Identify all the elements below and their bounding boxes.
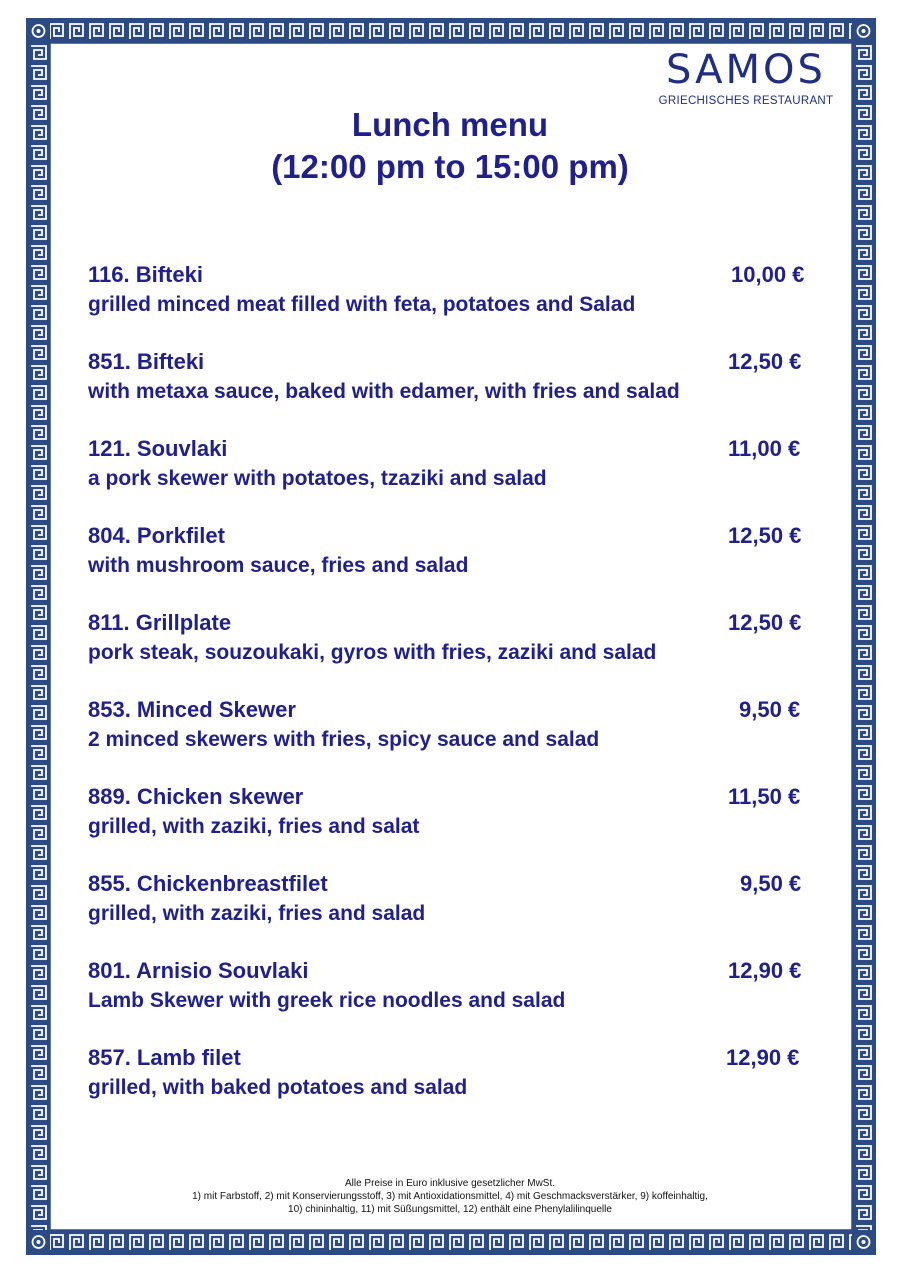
menu-item-name: 801. Arnisio Souvlaki	[88, 958, 309, 983]
menu-item	[88, 522, 818, 580]
menu-item-price: 9,50 €	[739, 697, 801, 722]
menu-item-description: grilled, with zaziki, fries and salat	[88, 815, 420, 838]
footnote-line: 10) chininhaltig, 11) mit Süßungsmittel, 12) enthält eine Phenylalilinquelle	[288, 1204, 612, 1215]
menu-item-name: 853. Minced Skewer	[88, 697, 296, 722]
menu-item-price: 10,00 €	[731, 262, 805, 287]
menu-item-price: 12,50 €	[728, 523, 802, 548]
menu-item-description: with mushroom sauce, fries and salad	[88, 554, 469, 577]
menu-item-price: 11,00 €	[728, 436, 801, 461]
menu-item-price: 12,90 €	[726, 1045, 800, 1070]
menu-item	[88, 1044, 818, 1102]
menu-item-name: 855. Chickenbreastfilet	[88, 871, 328, 896]
menu-item	[88, 870, 818, 928]
menu-item-description: grilled, with zaziki, fries and salad	[88, 902, 426, 925]
footnote-line: Alle Preise in Euro inklusive gesetzlicher MwSt.	[344, 1178, 556, 1189]
menu-item	[88, 696, 818, 754]
menu-item-description: pork steak, souzoukaki, gyros with fries, zaziki and salad	[88, 641, 657, 664]
menu-item	[88, 261, 818, 319]
logo-subtitle: GRIECHISCHES RESTAURANT	[658, 95, 834, 107]
menu-item	[88, 783, 818, 841]
menu-item-price: 11,50 €	[728, 784, 801, 809]
menu-item-name: 121. Souvlaki	[88, 436, 228, 461]
menu-item-description: a pork skewer with potatoes, tzaziki and salad	[88, 467, 547, 490]
menu-item-price: 12,90 €	[728, 958, 802, 983]
menu-item-name: 804. Porkfilet	[88, 523, 225, 548]
page-title: Lunch menu	[351, 106, 549, 143]
page-subtitle-hours: (12:00 pm to 15:00 pm)	[271, 148, 629, 185]
menu-item	[88, 957, 818, 1015]
menu-item-description: with metaxa sauce, baked with edamer, with fries and salad	[88, 380, 680, 403]
menu-item	[88, 435, 818, 493]
menu-item-price: 9,50 €	[740, 871, 802, 896]
menu-item	[88, 609, 818, 667]
footnote-line: 1) mit Farbstoff, 2) mit Konservierungsstoff, 3) mit Antioxidationsmittel, 4) mit Geschmacksverstärker, 9) koffeinhaltig,	[192, 1191, 708, 1202]
price-footnote	[0, 1177, 900, 1216]
menu-item-name: 851. Bifteki	[88, 349, 205, 374]
menu-item-name: 811. Grillplate	[88, 610, 232, 635]
samos-logo	[650, 48, 842, 108]
menu-item-description: Lamb Skewer with greek rice noodles and salad	[88, 989, 566, 1012]
menu-item	[88, 348, 818, 406]
menu-item-description: 2 minced skewers with fries, spicy sauce and salad	[88, 728, 600, 751]
menu-item-price: 12,50 €	[728, 349, 802, 374]
menu-item-name: 116. Bifteki	[88, 262, 203, 287]
menu-item-description: grilled minced meat filled with feta, potatoes and Salad	[88, 293, 636, 316]
logo-name: SAMOS	[666, 47, 826, 93]
menu-item-name: 889. Chicken skewer	[88, 784, 304, 809]
menu-item-name: 857. Lamb filet	[88, 1045, 241, 1070]
menu-item-description: grilled, with baked potatoes and salad	[88, 1076, 468, 1099]
menu-item-price: 12,50 €	[728, 610, 802, 635]
